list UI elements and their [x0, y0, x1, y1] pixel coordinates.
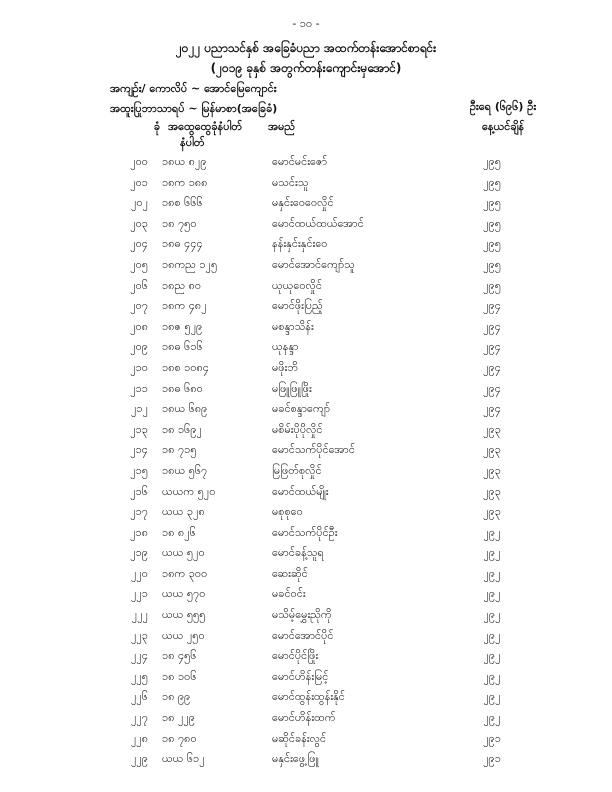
- table-row: [0, 299, 612, 320]
- row-number: ၂၁၁: [130, 381, 148, 395]
- row-number: ၂၂၃: [131, 628, 148, 642]
- row-number: ၂၂၅: [131, 669, 148, 683]
- row-number: ၂၀၀: [130, 155, 148, 168]
- page-number: - ၁၀ -: [292, 17, 320, 30]
- row-name: မစန္ဒာသိန်း: [272, 319, 314, 333]
- row-name: ယုယုဝေလှိုင်: [272, 278, 322, 292]
- table-row: [0, 587, 612, 608]
- table-row: [0, 402, 612, 423]
- row-score: ၂၉၃: [483, 505, 501, 519]
- row-number: ၂၂၂: [131, 608, 148, 622]
- row-number: ၂၀၈: [130, 319, 148, 333]
- row-score: ၂၉၅: [483, 237, 501, 251]
- row-name: မစုစုဝေ: [272, 505, 303, 519]
- table-row: [0, 361, 612, 382]
- row-reg-number: ၁၈ဓ ၄၄၄: [162, 237, 203, 251]
- subject-line: အထူးပြုဘာသာရပ် ~ မြန်မာစာ(အခြေခံ): [110, 102, 278, 115]
- row-reg-number: ၁၈ယ ၆၈၉: [162, 402, 208, 416]
- table-row: [0, 196, 612, 217]
- row-name: မခင်ဝင်း: [272, 587, 306, 601]
- row-score: ၂၉၂: [483, 566, 501, 580]
- table-row: [0, 155, 612, 176]
- row-reg-number: ၁၈က ၃၀၀: [162, 566, 208, 580]
- row-number: ၂၀၆: [130, 278, 148, 292]
- row-score: ၂၉၅: [483, 155, 501, 168]
- table-row: [0, 711, 612, 732]
- row-name: မောင်သက်ပိုင်အောင်: [272, 443, 355, 457]
- row-name: မောင်အောင်ပိုင်: [272, 628, 334, 642]
- row-name: နန်းနှင်းနှင်းဝေ: [272, 237, 328, 251]
- row-score: ၂၉၅: [483, 196, 501, 210]
- row-number: ၂၂၆: [131, 690, 148, 704]
- row-score: ၂၉၁: [483, 752, 501, 766]
- row-score: ၂၉၂: [483, 649, 501, 663]
- row-score: ၂၉၂: [483, 711, 501, 725]
- row-number: ၂၁၅: [130, 463, 148, 477]
- table-row: [0, 546, 612, 567]
- results-list: [0, 155, 612, 773]
- row-reg-number: ၁၈ကည ၁၂၅: [162, 257, 218, 271]
- row-score: ၂၉၃: [483, 443, 501, 457]
- row-reg-number: ၁၈ ၈၂၆: [162, 525, 196, 539]
- row-number: ၂၁၃: [130, 422, 148, 436]
- row-reg-number: ၁၈က ၁၈၈: [162, 175, 208, 189]
- row-number: ၂၁၀: [130, 360, 148, 374]
- table-row: [0, 237, 612, 258]
- column-header-date: နေ့ယင်ချိန်: [481, 120, 525, 133]
- table-row: [0, 608, 612, 629]
- row-name: မြဖြတ်စုလှိုင်: [272, 463, 322, 477]
- table-row: [0, 670, 612, 691]
- row-number: ၂၂၁: [131, 587, 148, 601]
- row-name: မောင်မင်းဇော်: [272, 155, 328, 168]
- total-count-header: ဦးရေ (၆၉၆) ဦး: [469, 100, 537, 113]
- table-row: [0, 443, 612, 464]
- row-number: ၂၀၉: [130, 340, 148, 354]
- school-line: အကျဉ်း/ ကောလိပ် ~ အောင်မြေကျောင်း: [110, 82, 277, 95]
- row-number: ၂၀၄: [130, 237, 148, 251]
- table-row: [0, 217, 612, 238]
- row-name: မခင်စန္ဒာကျော်: [272, 402, 330, 416]
- row-score: ၂၉၁: [483, 731, 501, 745]
- row-reg-number: ယယ ၆၁၂: [162, 752, 205, 766]
- row-reg-number: ၁၈ယ ၈၂၉: [162, 155, 207, 168]
- row-name: မောင်သက်ပိုင်ဦး: [272, 525, 338, 539]
- table-row: [0, 258, 612, 279]
- table-row: [0, 382, 612, 403]
- row-score: ၂၉၃: [483, 422, 501, 436]
- row-number: ၂၁၉: [130, 546, 148, 560]
- row-number: ၂၀၁: [130, 175, 148, 189]
- row-score: ၂၉၂: [483, 669, 501, 683]
- row-reg-number: ၁၈ ၄၅၆: [162, 649, 197, 663]
- row-reg-number: ယယ ၂၅၀: [162, 628, 205, 642]
- row-reg-number: ၁၈ ၇၅၀: [162, 216, 197, 230]
- row-reg-number: ၁၈စ ၁၀၈၄: [162, 360, 210, 374]
- row-number: ၂၀၂: [131, 196, 148, 210]
- row-number: ၂၁၂: [131, 402, 148, 416]
- row-reg-number: ၁၈ည ၈၀: [162, 278, 202, 292]
- row-name: မနှင်းဝေဝေလှိုင်: [272, 196, 334, 210]
- row-name: မောင်ပိုင်ဖြိုး: [272, 649, 319, 663]
- row-score: ၂၉၅: [483, 175, 501, 189]
- row-name: မောင်ဟိန်းထက်: [272, 711, 336, 725]
- column-header-reg-sub: နံပါတ်: [180, 136, 205, 149]
- row-reg-number: ယယ ၅၇၀: [162, 587, 206, 601]
- row-score: ၂၉၂: [483, 525, 501, 539]
- table-row: [0, 732, 612, 753]
- row-reg-number: ယယ ၃၂၈: [162, 505, 205, 519]
- table-row: [0, 485, 612, 506]
- row-number: ၂၂၇: [131, 711, 148, 725]
- row-name: ဆေးဆိုင်: [272, 566, 308, 580]
- row-score: ၂၉၂: [483, 628, 501, 642]
- row-score: ၂၉၂: [483, 546, 501, 560]
- row-reg-number: ၁၈ဓ ၆၁၆: [162, 340, 203, 354]
- row-score: ၂၉၂: [483, 690, 501, 704]
- row-name: ယုနန္ဒာ: [272, 340, 299, 354]
- table-row: [0, 423, 612, 444]
- table-row: [0, 176, 612, 197]
- document-title: ၂၀၂၂ ပညာသင်နှစ် အခြေခံပညာ အထက်တန်းအောင်စာရင်း: [175, 41, 437, 55]
- row-number: ၂၁၈: [130, 525, 148, 539]
- table-row: [0, 320, 612, 341]
- row-name: မသင်းသူ: [272, 175, 309, 189]
- table-row: [0, 690, 612, 711]
- row-reg-number: ၁၈ ၇၁၅: [162, 443, 197, 457]
- row-score: ၂၉၅: [483, 216, 501, 230]
- row-reg-number: ၁၈စ ၆၆၆: [162, 196, 203, 210]
- table-row: [0, 649, 612, 670]
- table-row: [0, 526, 612, 547]
- row-reg-number: ၁၈ ၇၈၀: [162, 731, 197, 745]
- row-reg-number: ယယ ၅၂၀: [162, 546, 205, 560]
- row-number: ၂၁၆: [130, 484, 148, 498]
- row-name: မစိမ်းပိုပိုလှိုင်: [272, 422, 323, 436]
- row-score: ၂၉၄: [483, 381, 501, 395]
- row-score: ၂၉၄: [483, 299, 501, 313]
- table-row: [0, 567, 612, 588]
- row-score: ၂၉၄: [483, 402, 501, 416]
- row-name: မနှင်းဖွေ့ဖြူ: [272, 752, 319, 766]
- row-reg-number: ၁၈ ၁၆၉၂: [162, 422, 202, 436]
- table-row: [0, 279, 612, 300]
- table-row: [0, 464, 612, 485]
- row-reg-number: ၁၈ဇ ၅၂၉: [162, 319, 203, 333]
- row-score: ၂၉၄: [483, 360, 501, 374]
- table-row: [0, 752, 612, 773]
- row-score: ၂၉၃: [483, 484, 501, 498]
- row-reg-number: ၁၈ ၁၀၆: [162, 669, 197, 683]
- table-row: [0, 340, 612, 361]
- row-reg-number: ၁၈က ၄၈၂: [162, 299, 207, 313]
- row-number: ၂၀၅: [130, 257, 148, 271]
- row-score: ၂၉၅: [483, 257, 501, 271]
- table-row: [0, 629, 612, 650]
- row-score: ၂၉၅: [483, 278, 501, 292]
- row-score: ၂၉၃: [483, 463, 501, 477]
- row-name: မောင်ခန့်သူရ: [272, 546, 324, 560]
- row-number: ၂၂၈: [130, 731, 148, 745]
- row-name: မောင်အောင်ကျော်သူ: [272, 257, 355, 271]
- row-score: ၂၉၄: [483, 340, 501, 354]
- row-reg-number: ၁၈ဓ ၆၈၀: [162, 381, 203, 395]
- row-name: မောင်ဖိုးပြည့်: [272, 299, 323, 313]
- row-number: ၂၂၄: [131, 649, 148, 663]
- row-reg-number: ၁၈ ၂၂၉: [162, 711, 195, 725]
- row-name: မဖြူဖြူဖြိုး: [272, 381, 312, 395]
- row-number: ၂၂၀: [131, 566, 148, 580]
- column-header-no: ခုံ: [153, 120, 160, 133]
- row-name: မသိမ့်မွှေးညိုကို: [272, 608, 332, 622]
- column-header-reg: အထွေထွေခုံနံပါတ်: [168, 120, 243, 133]
- row-number: ၂၁၄: [130, 443, 148, 457]
- row-reg-number: ယယ ၅၅၅: [162, 608, 206, 622]
- column-header-name: အမည်: [268, 120, 296, 133]
- row-number: ၂၁၇: [130, 505, 148, 519]
- row-reg-number: ၁၈ ၉၉: [162, 690, 191, 704]
- row-reg-number: ၁၈ယ ၅၆၇: [162, 463, 208, 477]
- row-name: မဆိုင်ခန်းလွင်: [272, 731, 327, 745]
- row-score: ၂၉၂: [483, 608, 501, 622]
- row-reg-number: ယယက ၅၂၀: [162, 484, 216, 498]
- row-name: မောင်ထယ်မျိုး: [272, 484, 329, 498]
- row-number: ၂၀၇: [130, 299, 148, 313]
- row-name: မောင်ထယ်ထယ်အောင်: [272, 216, 364, 230]
- row-score: ၂၉၄: [483, 319, 501, 333]
- row-number: ၂၀၃: [130, 216, 148, 230]
- table-row: [0, 505, 612, 526]
- row-name: မောင်ဟိန်းမြင့်: [272, 669, 329, 683]
- row-score: ၂၉၂: [483, 587, 501, 601]
- row-number: ၂၂၉: [131, 752, 148, 766]
- row-name: မဖိုးဘိ: [272, 360, 298, 374]
- document-subtitle: (၂၀၁၉ ခုနှစ် အတွက်တန်းကျောင်းမှအောင်): [210, 61, 402, 75]
- row-name: မောင်ထွန်းထွန်းနိုင်: [272, 690, 345, 704]
